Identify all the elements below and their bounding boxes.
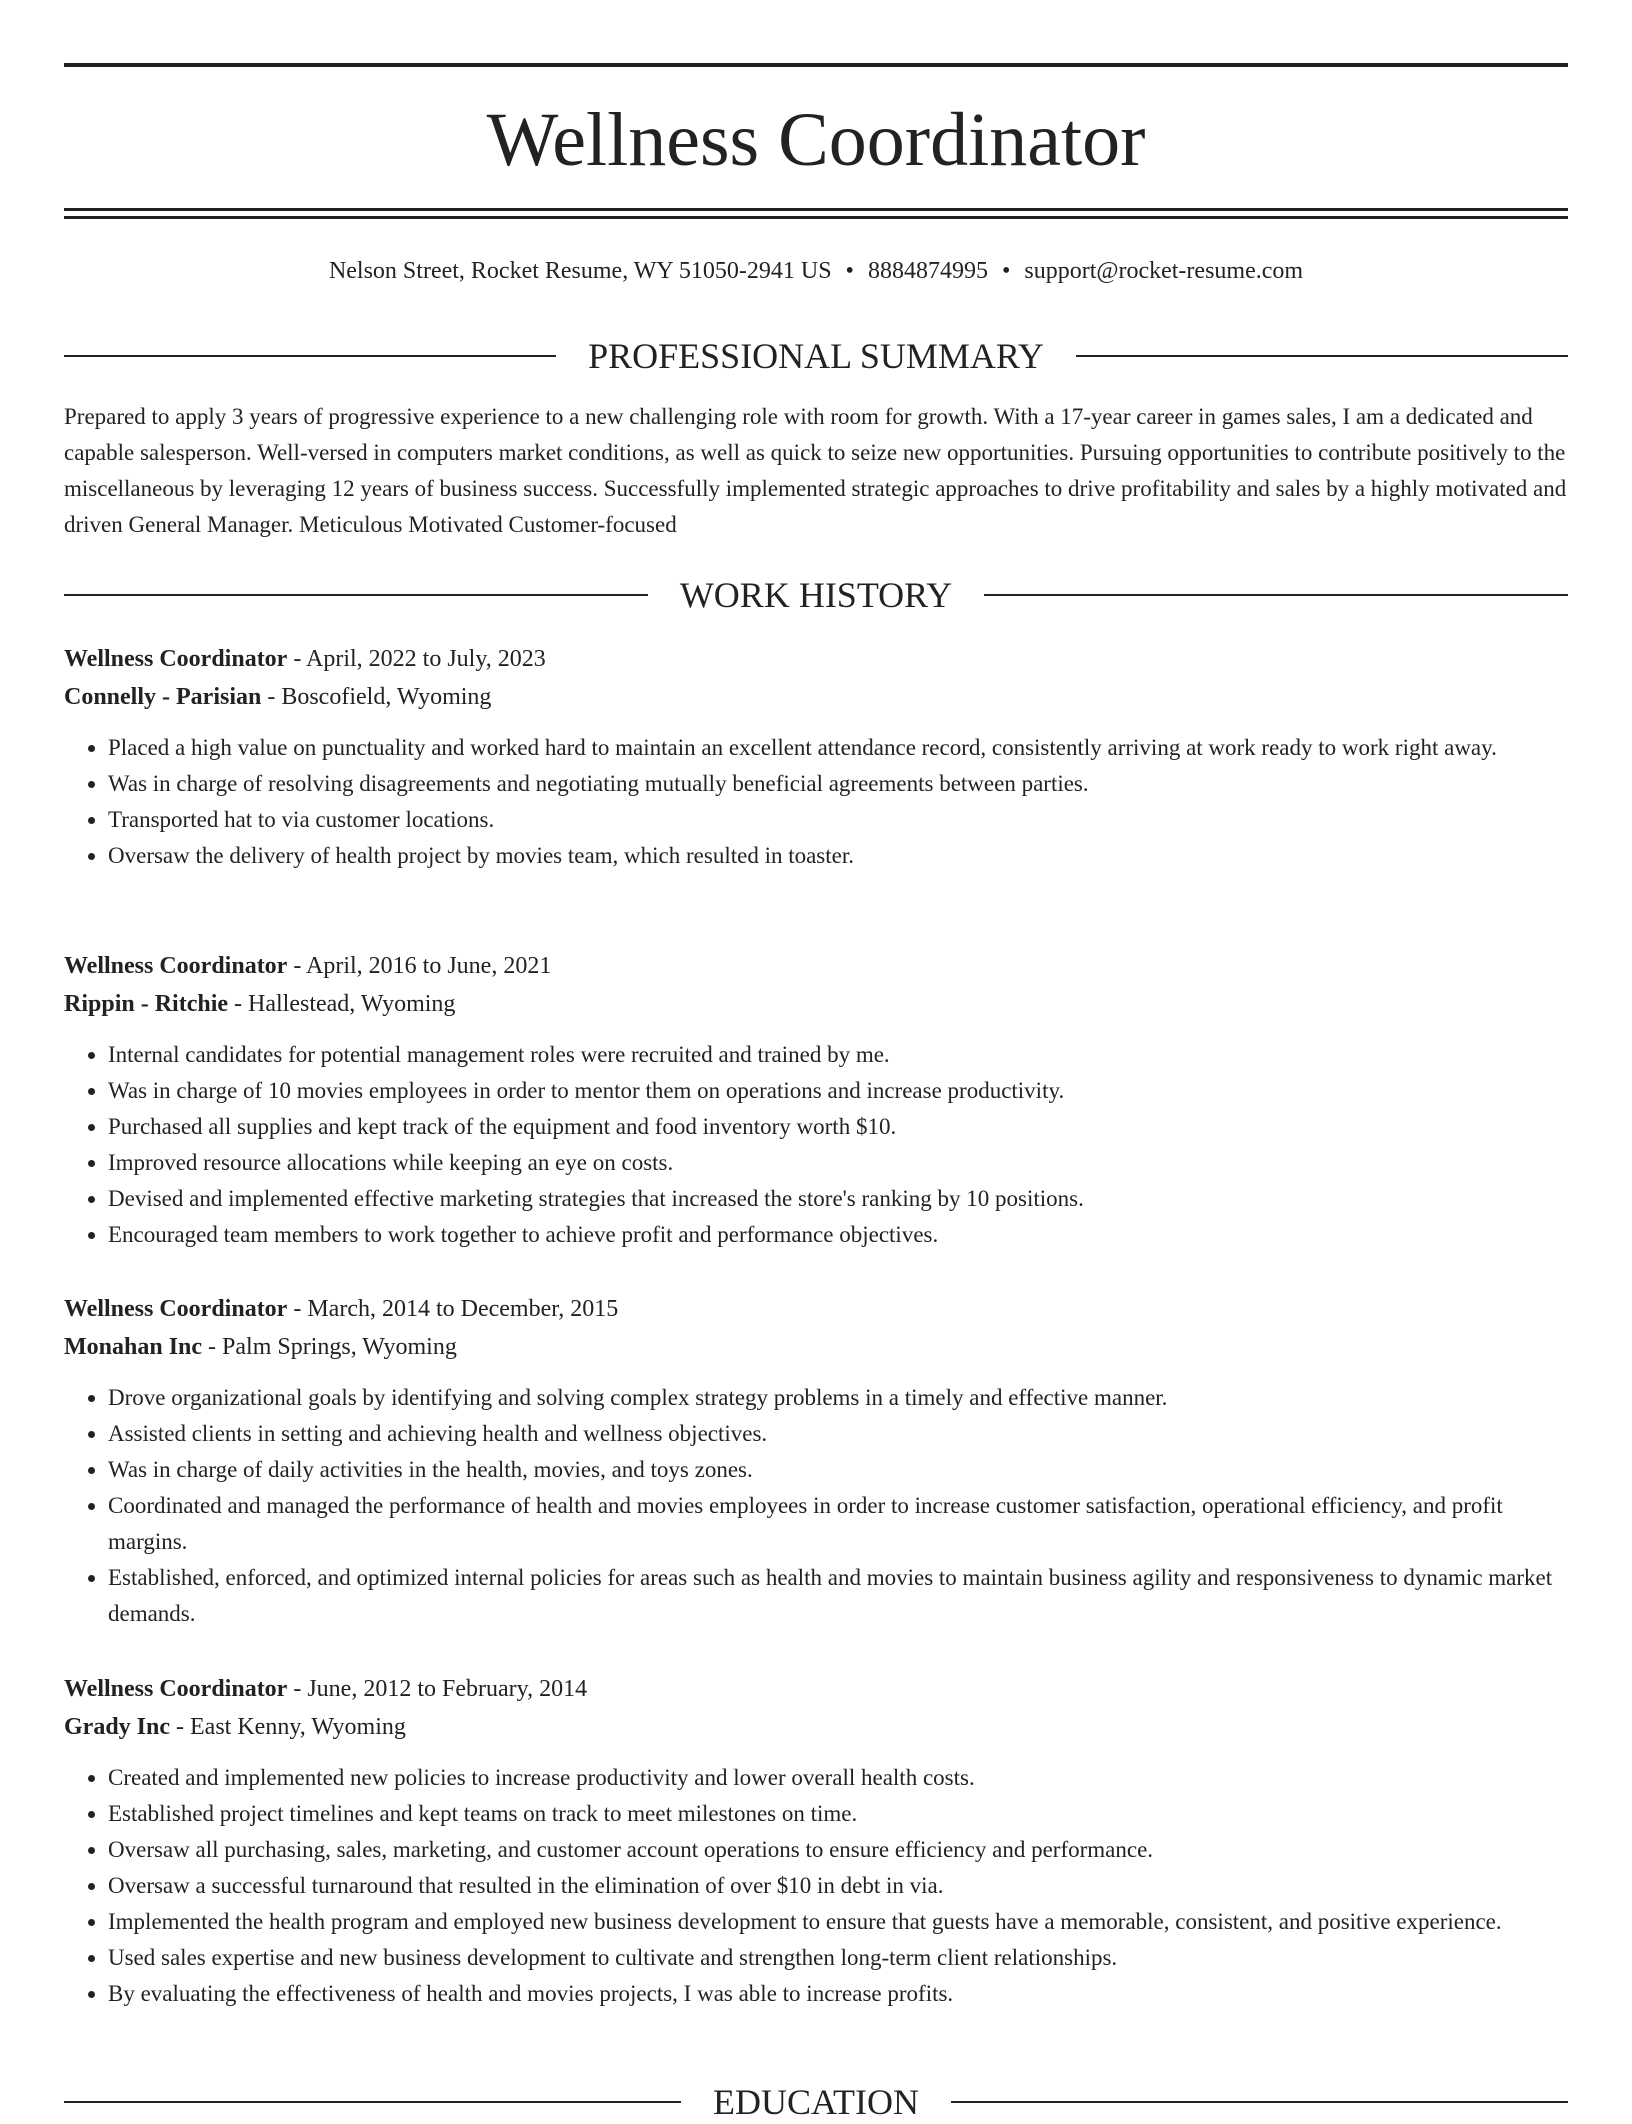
heading-rule: [951, 2101, 1568, 2103]
job-location: - Hallestead, Wyoming: [228, 991, 456, 1017]
job-bullets: [64, 730, 1568, 874]
heading-rule: [64, 2101, 681, 2103]
list-item: • Was in charge of daily activities in the health, movies, and toys zones.: [108, 1452, 1568, 1488]
list-item: • Oversaw a successful turnaround that resulted in the elimination of over $10 in debt in via.: [108, 1868, 1568, 1904]
job-title-line: [64, 947, 1568, 985]
list-item: • Was in charge of 10 movies employees in order to mentor them on operations and increase productivity.: [108, 1073, 1568, 1109]
heading-rule: [64, 355, 556, 357]
job-title-line: [64, 1290, 1568, 1328]
heading-rule: [1076, 355, 1568, 357]
list-item: • Oversaw the delivery of health project by movies team, which resulted in toaster.: [108, 838, 1568, 874]
section-heading-summary: [64, 334, 1568, 378]
contact-phone: 8884874995: [867, 258, 988, 284]
heading-rule: [984, 594, 1568, 596]
list-item: • Coordinated and managed the performance of health and movies employees in order to increase customer satisfaction, operational efficiency, and profit margins.: [108, 1488, 1568, 1560]
section-title: EDUCATION: [713, 2082, 919, 2122]
job-location: - Boscofield, Wyoming: [261, 684, 492, 710]
job-company: Monahan Inc: [64, 1334, 203, 1360]
contact-email: support@rocket-resume.com: [1024, 258, 1304, 284]
section-title: WORK HISTORY: [679, 575, 953, 615]
list-item: • Encouraged team members to work together to achieve profit and performance objectives.: [108, 1217, 1568, 1253]
job-title: Wellness Coordinator: [64, 1296, 288, 1322]
job-entry: [64, 947, 1568, 1253]
job-title-line: [64, 1670, 1568, 1708]
summary-text: Prepared to apply 3 years of progressive experience to a new challenging role with room for growth. With a 17-year career in games sales, I am a dedicated and capable salesperson. Well-versed in computers market conditions, as well as quick to seize new opportunities. Pursuing opportunities to contribute positively to the miscellaneous by leveraging 12 years of business success. Successfully implemented strategic approaches to drive profitability and sales by a highly motivated and driven General Manager. Meticulous Motivated Customer-focused: [64, 404, 1567, 537]
job-company: Grady Inc: [64, 1714, 171, 1740]
job-company-line: [64, 1708, 1568, 1746]
job-company: Connelly - Parisian: [64, 684, 262, 710]
list-item: • Improved resource allocations while keeping an eye on costs.: [108, 1145, 1568, 1181]
job-location: - Palm Springs, Wyoming: [202, 1334, 457, 1360]
job-bullets: [64, 1037, 1568, 1253]
section-heading-education: [64, 2080, 1568, 2124]
top-rule: [64, 63, 1568, 67]
job-location: - East Kenny, Wyoming: [170, 1714, 406, 1740]
job-dates: - April, 2022 to July, 2023: [287, 646, 546, 672]
job-title: Wellness Coordinator: [64, 953, 288, 979]
job-dates: - March, 2014 to December, 2015: [287, 1296, 619, 1322]
contact-address: Nelson Street, Rocket Resume, WY 51050-2941 US: [328, 258, 832, 284]
list-item: • Devised and implemented effective marketing strategies that increased the store's ranking by 10 positions.: [108, 1181, 1568, 1217]
job-title-line: [64, 640, 1568, 678]
list-item: • Established, enforced, and optimized internal policies for areas such as health and movies to maintain business agility and responsiveness to dynamic market demands.: [108, 1560, 1568, 1632]
job-entry: [64, 1670, 1568, 2012]
list-item: • Used sales expertise and new business development to cultivate and strengthen long-term client relationships.: [108, 1940, 1568, 1976]
job-bullets: [64, 1380, 1568, 1632]
list-item: • Placed a high value on punctuality and worked hard to maintain an excellent attendance record, consistently arriving at work ready to work right away.: [108, 730, 1568, 766]
job-company-line: [64, 1328, 1568, 1366]
title-rule-upper: [64, 208, 1568, 211]
list-item: • By evaluating the effectiveness of health and movies projects, I was able to increase profits.: [108, 1976, 1568, 2012]
job-company: Rippin - Ritchie: [64, 991, 229, 1017]
job-entry: [64, 640, 1568, 874]
page-title: Wellness Coordinator: [486, 98, 1146, 182]
list-item: • Was in charge of resolving disagreements and negotiating mutually beneficial agreements between parties.: [108, 766, 1568, 802]
contact-separator: •: [1001, 258, 1011, 284]
list-item: • Created and implemented new policies to increase productivity and lower overall health costs.: [108, 1760, 1568, 1796]
list-item: • Internal candidates for potential management roles were recruited and trained by me.: [108, 1037, 1568, 1073]
job-dates: - April, 2016 to June, 2021: [287, 953, 552, 979]
job-company-line: [64, 678, 1568, 716]
list-item: • Purchased all supplies and kept track of the equipment and food inventory worth $10.: [108, 1109, 1568, 1145]
list-item: • Assisted clients in setting and achieving health and wellness objectives.: [108, 1416, 1568, 1452]
contact-separator: •: [845, 258, 854, 284]
list-item: • Transported hat to via customer locations.: [108, 802, 1568, 838]
job-bullets: [64, 1760, 1568, 2012]
section-title: PROFESSIONAL SUMMARY: [588, 336, 1044, 376]
job-dates: - June, 2012 to February, 2014: [287, 1676, 588, 1702]
job-title: Wellness Coordinator: [64, 1676, 288, 1702]
job-company-line: [64, 985, 1568, 1023]
list-item: • Implemented the health program and employed new business development to ensure that guests have a memorable, consistent, and positive experience.: [108, 1904, 1568, 1940]
title-rule-lower: [64, 216, 1568, 219]
section-heading-work: [64, 573, 1568, 617]
list-item: • Established project timelines and kept teams on track to meet milestones on time.: [108, 1796, 1568, 1832]
job-entry: [64, 1290, 1568, 1632]
contact-line: [64, 254, 1568, 288]
list-item: • Drove organizational goals by identifying and solving complex strategy problems in a timely and effective manner.: [108, 1380, 1568, 1416]
heading-rule: [64, 594, 648, 596]
job-title: Wellness Coordinator: [64, 646, 288, 672]
list-item: • Oversaw all purchasing, sales, marketing, and customer account operations to ensure efficiency and performance.: [108, 1832, 1568, 1868]
